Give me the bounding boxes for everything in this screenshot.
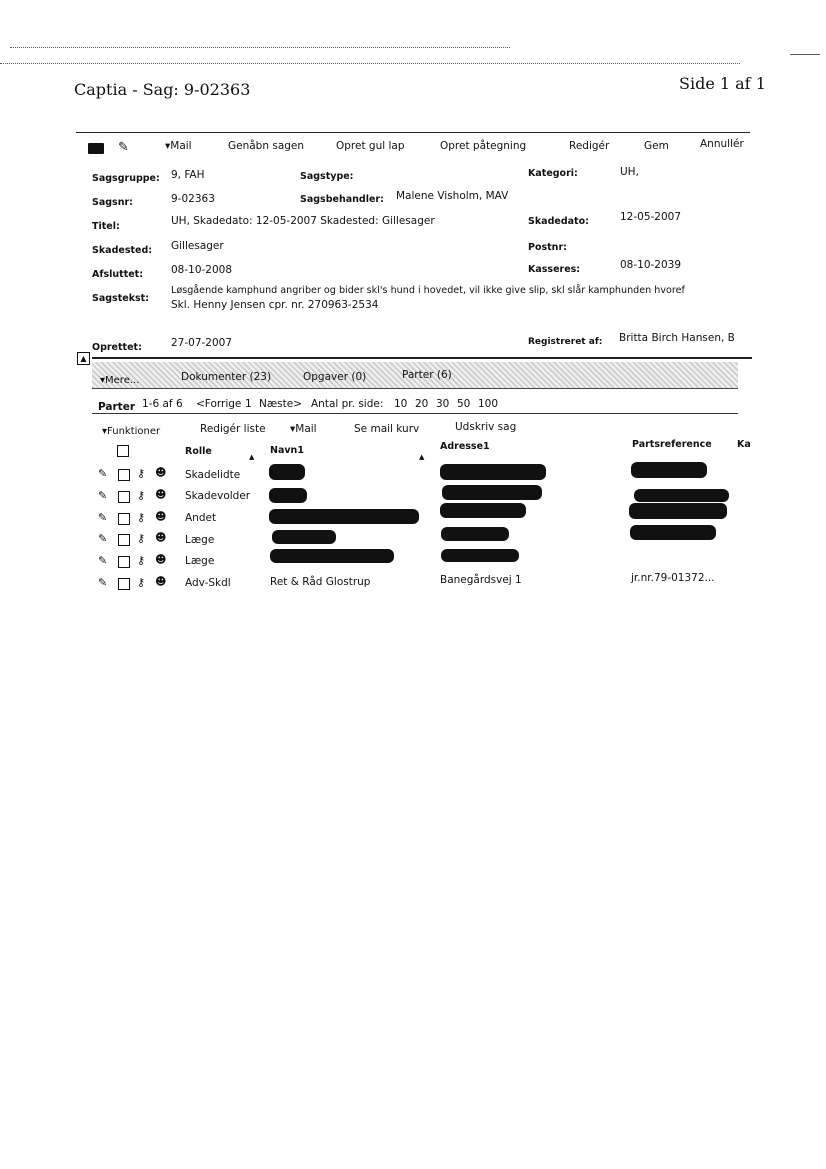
row-checkbox[interactable]	[118, 491, 130, 503]
skadedato-label: Skadedato:	[528, 216, 589, 227]
redaction-bar	[269, 488, 307, 503]
per-page-option-30[interactable]: 30	[436, 398, 450, 410]
kategori-value: UH,	[620, 166, 639, 178]
pencil-icon[interactable]: ✎	[98, 576, 108, 589]
mail-menu[interactable]: ▾Mail	[165, 140, 192, 152]
per-page-label: Antal pr. side:	[311, 398, 384, 410]
sort-arrow-icon[interactable]: ▲	[419, 453, 425, 461]
column-header-reference[interactable]: Partsreference	[632, 439, 712, 450]
row-checkbox[interactable]	[118, 534, 130, 546]
redaction-bar	[441, 527, 509, 541]
skadested-label: Skadested:	[92, 245, 153, 256]
key-icon[interactable]: ⚷	[137, 576, 146, 589]
column-header-extra[interactable]: Ka	[737, 439, 751, 450]
row-role: Skadelidte	[185, 469, 241, 481]
pencil-icon[interactable]: ✎	[98, 467, 108, 480]
redaction-bar	[272, 530, 336, 544]
pencil-icon[interactable]: ✎	[98, 489, 108, 502]
registreret-value: Britta Birch Hansen, B	[619, 332, 735, 344]
row-address: Banegårdsvej 1	[440, 574, 522, 586]
redaction-bar	[630, 525, 716, 540]
afsluttet-value: 08-10-2008	[171, 264, 233, 276]
pencil-icon[interactable]: ✎	[98, 554, 108, 567]
redaction-bar	[631, 462, 707, 478]
column-header-role[interactable]: Rolle	[185, 446, 212, 457]
redaction-bar	[269, 464, 305, 480]
redaction-bar	[629, 503, 727, 519]
per-page-option-50[interactable]: 50	[457, 398, 471, 410]
redaction-bar	[440, 464, 546, 480]
kategori-label: Kategori:	[528, 168, 578, 179]
row-role: Læge	[185, 534, 215, 546]
registreret-label: Registreret af:	[528, 337, 603, 347]
print-case-button[interactable]: Udskriv sag	[455, 421, 517, 433]
sagsbehandler-label: Sagsbehandler:	[300, 194, 384, 205]
person-icon[interactable]: ☻	[155, 575, 167, 588]
row-role: Læge	[185, 555, 215, 567]
pager-page-link[interactable]: 1	[245, 398, 252, 410]
pencil-icon[interactable]: ✎	[98, 532, 108, 545]
key-icon[interactable]: ⚷	[137, 511, 146, 524]
per-page-option-20[interactable]: 20	[415, 398, 429, 410]
row-reference: jr.nr.79-01372...	[631, 572, 715, 584]
scan-artifact-line	[10, 47, 510, 48]
sagstekst-line-1: Løsgående kamphund angriber og bider skl's hund i hovedet, vil ikke give slip, skl slår kamphunden hvoref	[171, 285, 685, 296]
column-header-name[interactable]: Navn1	[270, 445, 304, 456]
sagsgruppe-label: Sagsgruppe:	[92, 173, 160, 184]
tab-documents[interactable]: Dokumenter (23)	[181, 371, 272, 383]
functions-menu[interactable]: ▾Funktioner	[102, 426, 161, 437]
pager-label: Parter	[98, 401, 135, 413]
tab-parties[interactable]: Parter (6)	[402, 369, 452, 381]
pager-range: 1-6 af 6	[142, 398, 183, 410]
list-mail-menu[interactable]: ▾Mail	[290, 423, 317, 435]
sagstekst-line-2: Skl. Henny Jensen cpr. nr. 270963-2534	[171, 299, 379, 311]
key-icon[interactable]: ⚷	[137, 554, 146, 567]
pencil-icon[interactable]: ✎	[118, 140, 129, 155]
person-icon[interactable]: ☻	[155, 510, 167, 523]
afsluttet-label: Afsluttet:	[92, 269, 144, 280]
sticky-note-button[interactable]: Opret gul lap	[336, 140, 405, 152]
folder-icon[interactable]	[88, 143, 104, 154]
scan-artifact-line	[790, 54, 820, 55]
per-page-option-10[interactable]: 10	[394, 398, 408, 410]
row-role: Andet	[185, 512, 217, 524]
skadested-value: Gillesager	[171, 240, 224, 252]
titel-label: Titel:	[92, 221, 120, 232]
key-icon[interactable]: ⚷	[137, 532, 146, 545]
row-checkbox[interactable]	[118, 556, 130, 568]
top-rule	[76, 132, 750, 133]
oprettet-label: Oprettet:	[92, 342, 142, 353]
redaction-bar	[441, 549, 519, 562]
sagstekst-label: Sagstekst:	[92, 293, 150, 304]
row-role: Adv-Skdl	[185, 577, 231, 589]
person-icon[interactable]: ☻	[155, 531, 167, 544]
sagstype-label: Sagstype:	[300, 171, 354, 182]
sagsgruppe-value: 9, FAH	[171, 169, 205, 181]
cancel-button[interactable]: Annullér	[700, 138, 744, 150]
save-button[interactable]: Gem	[644, 140, 669, 152]
reopen-case-button[interactable]: Genåbn sagen	[228, 140, 305, 152]
person-icon[interactable]: ☻	[155, 553, 167, 566]
oprettet-value: 27-07-2007	[171, 337, 233, 349]
row-checkbox[interactable]	[118, 578, 130, 590]
pager-prev-link[interactable]: <Forrige	[196, 398, 242, 410]
edit-list-button[interactable]: Redigér liste	[200, 423, 266, 435]
row-checkbox[interactable]	[118, 513, 130, 525]
skadedato-value: 12-05-2007	[620, 211, 682, 223]
titel-value: UH, Skadedato: 12-05-2007 Skadested: Gillesager	[171, 215, 435, 227]
row-checkbox[interactable]	[118, 469, 130, 481]
per-page-option-100[interactable]: 100	[478, 398, 499, 410]
tab-tasks[interactable]: Opgaver (0)	[303, 371, 367, 383]
row-role: Skadevolder	[185, 490, 251, 502]
redaction-bar	[634, 489, 729, 502]
redaction-bar	[270, 549, 394, 563]
pager-rule	[92, 413, 738, 414]
redaction-bar	[269, 509, 419, 524]
section-separator	[92, 357, 752, 359]
collapse-icon[interactable]: ▲	[77, 352, 90, 365]
mail-basket-link[interactable]: Se mail kurv	[354, 423, 420, 435]
redaction-bar	[440, 503, 526, 518]
redaction-bar	[442, 485, 542, 500]
tab-more[interactable]: ▾Mere...	[100, 375, 140, 386]
sagsnr-label: Sagsnr:	[92, 197, 133, 208]
pencil-icon[interactable]: ✎	[98, 511, 108, 524]
sagsnr-value: 9-02363	[171, 193, 215, 205]
edit-button[interactable]: Redigér	[569, 140, 610, 152]
key-icon[interactable]: ⚷	[137, 489, 146, 502]
sort-arrow-icon[interactable]: ▲	[249, 453, 255, 461]
kasseres-value: 08-10-2039	[620, 259, 682, 271]
row-name: Ret & Råd Glostrup	[270, 576, 371, 588]
person-icon[interactable]: ☻	[155, 488, 167, 501]
person-icon[interactable]: ☻	[155, 466, 167, 479]
kasseres-label: Kasseres:	[528, 264, 581, 275]
sagsbehandler-value: Malene Visholm, MAV	[396, 190, 509, 202]
select-all-checkbox[interactable]	[117, 445, 129, 457]
document-title: Captia - Sag: 9-02363	[74, 80, 251, 99]
postnr-label: Postnr:	[528, 242, 567, 253]
scan-artifact-line	[0, 63, 740, 64]
key-icon[interactable]: ⚷	[137, 467, 146, 480]
pager-next-link[interactable]: Næste>	[259, 398, 303, 410]
page-number: Side 1 af 1	[679, 74, 766, 93]
annotation-button[interactable]: Opret påtegning	[440, 140, 527, 152]
column-header-address[interactable]: Adresse1	[440, 441, 490, 452]
